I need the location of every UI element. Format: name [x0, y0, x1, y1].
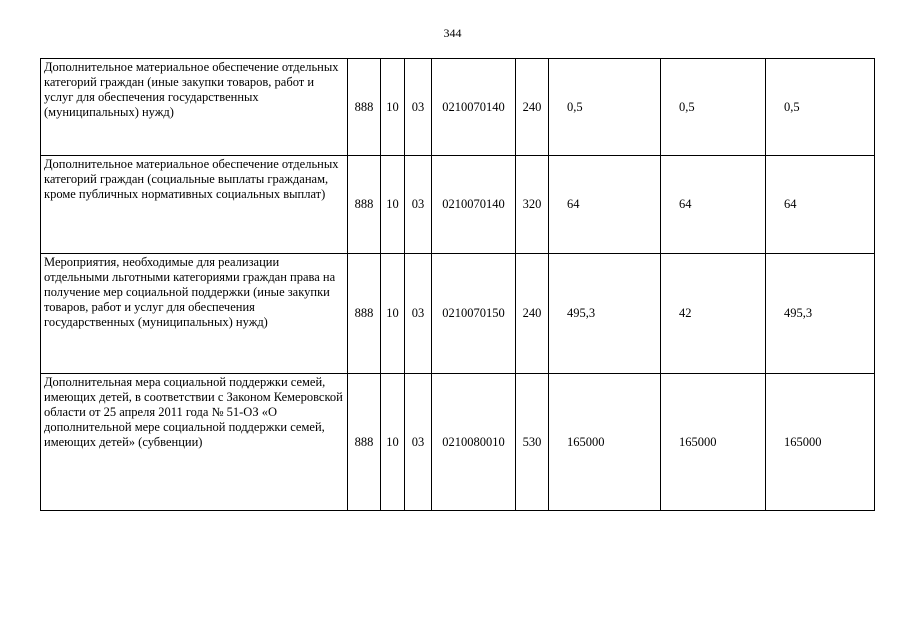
table-row — [41, 156, 875, 254]
amount-2-cell: 64 — [661, 156, 766, 254]
table-row — [41, 374, 875, 511]
subsection-cell: 03 — [405, 156, 432, 254]
amount-3-cell: 165000 — [766, 374, 875, 511]
row-name-cell: Дополнительное материальное обеспечение отдельных категорий граждан (социальные выплаты гражданам, кроме публичных нормативных социальных выплат) — [41, 156, 348, 254]
expense-type-cell: 240 — [516, 59, 549, 156]
section-cell: 10 — [381, 254, 405, 374]
amount-2-cell: 165000 — [661, 374, 766, 511]
amount-3-cell: 64 — [766, 156, 875, 254]
target-article-cell: 0210070150 — [432, 254, 516, 374]
ministry-code-cell: 888 — [348, 254, 381, 374]
subsection-cell: 03 — [405, 374, 432, 511]
row-name-cell: Дополнительное материальное обеспечение отдельных категорий граждан (иные закупки товаров, работ и услуг для обеспечения государственных (муниципальных) нужд) — [41, 59, 348, 156]
amount-1-cell: 495,3 — [549, 254, 661, 374]
expense-type-cell: 240 — [516, 254, 549, 374]
row-name-cell: Дополнительная мера социальной поддержки семей, имеющих детей, в соответствии с Законом Кемеровской области от 25 апреля 2011 года № 51-ОЗ «О дополнительной мере социальной поддержки семей, имеющих детей» (субвенции) — [41, 374, 348, 511]
page-number: 344 — [443, 26, 462, 40]
target-article-cell: 0210070140 — [432, 59, 516, 156]
amount-3-cell: 0,5 — [766, 59, 875, 156]
expense-type-cell: 530 — [516, 374, 549, 511]
amount-1-cell: 0,5 — [549, 59, 661, 156]
amount-2-cell: 42 — [661, 254, 766, 374]
budget-table — [40, 58, 875, 511]
ministry-code-cell: 888 — [348, 374, 381, 511]
amount-1-cell: 165000 — [549, 374, 661, 511]
row-name-cell: Мероприятия, необходимые для реализации отдельными льготными категориями граждан права на получение мер социальной поддержки (иные закупки товаров, работ и услуг для обеспечения государственных (муниципальных) нужд) — [41, 254, 348, 374]
amount-3-cell: 495,3 — [766, 254, 875, 374]
ministry-code-cell: 888 — [348, 156, 381, 254]
section-cell: 10 — [381, 156, 405, 254]
target-article-cell: 0210080010 — [432, 374, 516, 511]
amount-1-cell: 64 — [549, 156, 661, 254]
table-row — [41, 59, 875, 156]
expense-type-cell: 320 — [516, 156, 549, 254]
section-cell: 10 — [381, 59, 405, 156]
subsection-cell: 03 — [405, 59, 432, 156]
amount-2-cell: 0,5 — [661, 59, 766, 156]
section-cell: 10 — [381, 374, 405, 511]
ministry-code-cell: 888 — [348, 59, 381, 156]
table-row — [41, 254, 875, 374]
target-article-cell: 0210070140 — [432, 156, 516, 254]
subsection-cell: 03 — [405, 254, 432, 374]
